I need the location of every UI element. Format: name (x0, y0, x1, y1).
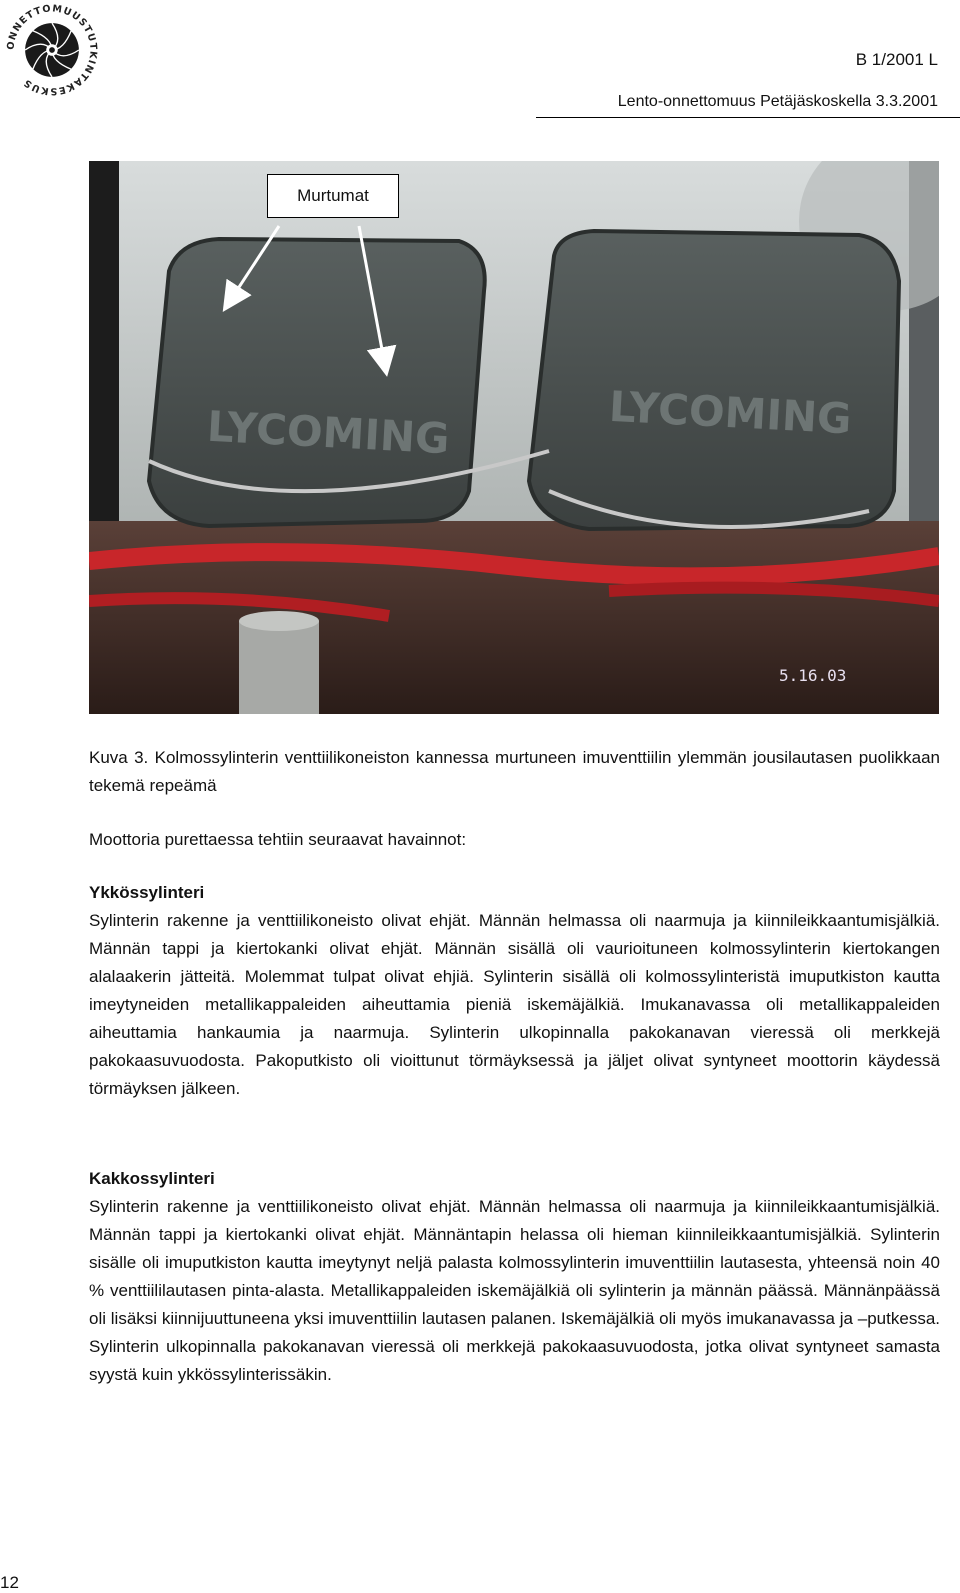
engine-photo (89, 161, 939, 714)
agency-logo (4, 2, 100, 98)
section-2-body: Sylinterin rakenne ja venttiilikoneisto olivat ehjät. Männän helmassa oli naarmuja ja kiinnileikkaantumisjälkiä. Männän tappi ja kiertokanki olivat ehjät. Männäntapin helassa oli hieman kiinnileikkaantumisjälkiä. Sylinterin sisälle oli imuputkiston kautta imeytynyt neljä palasta kolmossylinterin imuventtiilin lautasesta, yhteensä noin 40 % venttiililautasen pinta-alasta. Metallikappaleiden iskemäjälkiä oli sylinterin ja männän päässä. Männänpäässä oli lisäksi kiinnijuuttuneena yksi imuventtiilin lautasen palanen. Iskemäjälkiä oli myös imukanavassa ja –putkessa. Sylinterin ulkopinnalla pakokanavan vieressä oli merkkejä pakokaasuvuodosta, jotka olivat syntyneet samasta syystä kuin ykkössylinterissäkin. (89, 1197, 940, 1384)
section-2-heading: Kakkossylinteri (89, 1169, 215, 1188)
intro-paragraph (89, 826, 940, 854)
intro-text: Moottoria purettaessa tehtiin seuraavat havainnot: (89, 830, 467, 849)
section-cylinder-1 (89, 879, 940, 1103)
figure-caption (89, 744, 940, 800)
section-1-body: Sylinterin rakenne ja venttiilikoneisto olivat ehjät. Männän helmassa oli naarmuja ja kiinnileikkaantumisjälkiä. Männän tappi ja kiertokanki olivat ehjät. Männän sisällä oli vaurioituneen kolmossylinterin kiertokangen alalaakerin jätteitä. Molemmat tulpat olivat ehjiä. Sylinterin sisällä oli kolmossylinteristä imuputkiston kautta imeytyneiden metallikappaleiden aiheuttamia pieniä iskemäjälkiä. Imukanavassa oli metallikappaleiden aiheuttamia hankaumia ja naarmuja. Sylinterin ulkopinnalla pakokanavan vieressä oli merkkejä pakokaasuvuodosta. Pakoputkisto oli vioittunut törmäyksessä ja jäljet olivat syntyneet moottorin käydessä törmäyksen jälkeen. (89, 911, 940, 1098)
report-title: Lento-onnettomuus Petäjäskoskella 3.3.2001 (617, 93, 938, 110)
header-rule (536, 117, 960, 118)
svg-text:LYCOMING: LYCOMING (205, 401, 451, 464)
section-1-heading: Ykkössylinteri (89, 883, 205, 902)
page-number: 12 (0, 1573, 19, 1592)
photo-date-stamp: 5.16.03 (779, 666, 847, 685)
svg-text:LYCOMING: LYCOMING (607, 381, 853, 444)
logo-text: ONNETTOMUUSTUTKINTAKESKUS (5, 3, 99, 97)
fracture-callout: Murtumat (267, 174, 399, 218)
caption-text: Kuva 3. Kolmossylinterin venttiilikoneiston kannessa murtuneen imuventtiilin ylemmän jousilautasen puolikkaan tekemä repeämä (89, 748, 940, 795)
report-code: B 1/2001 L (855, 50, 938, 69)
section-cylinder-2 (89, 1165, 940, 1389)
